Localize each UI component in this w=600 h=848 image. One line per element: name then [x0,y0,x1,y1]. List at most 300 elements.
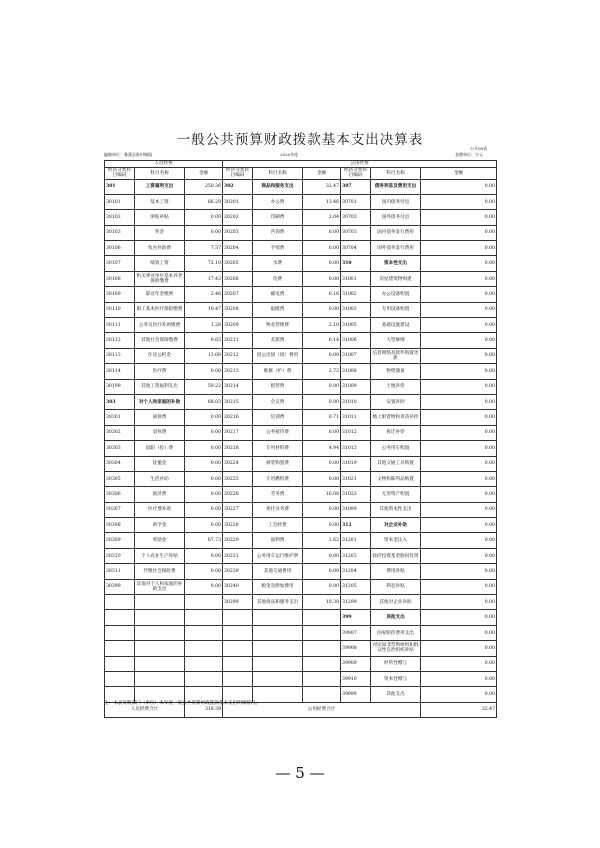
amount-cell: 68.03 [185,394,223,409]
amount-cell: 0.00 [303,379,341,394]
amount-cell: 67.73 [185,533,223,548]
table-row [105,456,497,471]
code-cell: 31007 [341,348,371,363]
amount-cell: 0.00 [185,471,223,486]
code-cell: 30217 [223,425,253,440]
table-row [105,333,497,348]
form-number: 公开08表 [470,146,488,151]
unit-label-text: 编制单位： [104,152,124,157]
code-cell: 30225 [223,471,253,486]
amount-cell: 2.10 [303,318,341,333]
table-row [105,241,497,256]
code-cell: 30201 [223,194,253,209]
code-cell: 303 [105,394,135,409]
amount-cell [303,672,341,687]
header-code: 经济分类科目编码 [341,167,371,179]
name-cell: 公务员医疗补助缴费 [135,318,185,333]
name-cell: 工会经费 [253,518,303,533]
amount-cell [185,610,223,625]
name-cell: 地上附着物和青苗补偿 [371,410,421,425]
amount-cell: 1.28 [185,318,223,333]
code-cell: 31019 [341,456,371,471]
amount-cell: 32.47 [303,179,341,194]
code-cell: 30311 [105,564,135,579]
name-cell: 取暖费 [253,302,303,317]
name-cell: 公务用车运行维护费 [253,548,303,563]
table-row [105,394,497,409]
header-code: 经济分类科目编码 [105,167,135,179]
code-cell: 39999 [341,687,371,702]
name-cell: 职工基本医疗保险缴费 [135,302,185,317]
amount-cell: 0.00 [185,364,223,379]
name-cell: 个人农业生产补贴 [135,548,185,563]
name-cell: 差旅费 [253,333,303,348]
header-name: 科目名称 [253,167,303,179]
name-cell [135,595,185,610]
amount-cell: 0.00 [421,210,497,225]
amount-cell: 0.00 [185,502,223,517]
name-cell: 抚恤金 [135,456,185,471]
amount-cell: 0.00 [185,518,223,533]
amount-cell: 0.00 [421,687,497,702]
name-cell: 租赁费 [253,379,303,394]
table-row [105,318,497,333]
amount-cell: 0.00 [421,241,497,256]
code-cell: 39910 [341,672,371,687]
code-cell: 30101 [105,194,135,209]
name-cell: 其他支出 [371,687,421,702]
name-cell: 国内债务发行费用 [371,225,421,240]
code-cell: 30304 [105,456,135,471]
table-row [105,533,497,548]
name-cell: 手续费 [253,241,303,256]
name-cell: 其他交通费用 [253,564,303,579]
code-cell: 30303 [105,441,135,456]
code-cell: 39908 [341,641,371,656]
code-cell: 30109 [105,287,135,302]
code-cell [223,656,253,671]
name-cell: 其他对个人和家庭的补助支出 [135,579,185,594]
table-row [105,471,497,486]
amount-cell [185,672,223,687]
amount-cell: 0.00 [421,579,497,594]
code-cell: 30114 [105,364,135,379]
table-row [105,364,497,379]
name-cell: 无形资产购置 [371,487,421,502]
amount-cell: 0.14 [303,333,341,348]
expenditure-table [104,160,497,718]
amount-cell: 0.00 [303,241,341,256]
code-cell: 30206 [223,271,253,286]
name-cell: 基础设施建设 [371,318,421,333]
name-cell: 债务利息及费用支出 [371,179,421,194]
name-cell: 离休费 [135,410,185,425]
amount-cell: 0.16 [303,287,341,302]
code-cell: 30229 [223,533,253,548]
amount-cell: 0.00 [421,533,497,548]
name-cell: 对企业补助 [371,518,421,533]
code-cell: 31002 [341,287,371,302]
amount-cell: 2.04 [303,210,341,225]
name-cell: 其他资本性支出 [371,502,421,517]
name-cell [135,641,185,656]
amount-cell: 0.00 [303,579,341,594]
name-cell: 绩效工资 [135,256,185,271]
code-cell: 30102 [105,210,135,225]
name-cell: 国内债务付息 [371,194,421,209]
code-cell: 399 [341,610,371,625]
name-cell: 政府投资基金股权投资 [371,548,421,563]
name-cell: 专用材料费 [253,441,303,456]
table-row [105,379,497,394]
code-cell: 31011 [341,410,371,425]
code-cell: 30209 [223,318,253,333]
table-row [105,610,497,625]
amount-cell [185,656,223,671]
name-cell: 医疗费 [135,364,185,379]
amount-cell: 0.00 [421,487,497,502]
amount-cell: 0.00 [421,256,497,271]
personnel-total-label: 人员经费合计 [105,702,185,717]
amount-cell: 1.62 [303,533,341,548]
amount-cell: 0.00 [421,456,497,471]
code-cell: 31203 [341,548,371,563]
code-cell [223,641,253,656]
code-cell: 30307 [105,502,135,517]
name-cell: 房屋建筑物购建 [371,271,421,286]
name-cell: 公务接待费 [253,425,303,440]
public-total-label: 公用经费合计 [223,702,421,717]
name-cell: 水费 [253,256,303,271]
code-cell: 30216 [223,410,253,425]
amount-cell [303,641,341,656]
amount-cell: 0.00 [421,548,497,563]
name-cell: 奖励金 [135,533,185,548]
name-cell: 拆迁补偿 [371,425,421,440]
name-cell: 办公费 [253,194,303,209]
name-cell: 其他对企业补助 [371,595,421,610]
amount-cell: 0.00 [421,502,497,517]
amount-cell: 0.00 [185,210,223,225]
name-cell: 公务用车购置 [371,441,421,456]
amount-cell: 2.46 [185,287,223,302]
code-cell: 31013 [341,441,371,456]
table-row [105,656,497,671]
amount-cell: 0.00 [303,271,341,286]
amount-cell: 4.94 [303,441,341,456]
code-cell: 30212 [223,348,253,363]
amount-cell: 0.71 [303,410,341,425]
amount-cell: 0.00 [421,610,497,625]
amount-cell: 250.36 [185,179,223,194]
name-cell: 国外债务发行费用 [371,241,421,256]
name-cell: 安置补助 [371,394,421,409]
amount-cell: 0.00 [421,595,497,610]
code-cell: 30240 [223,579,253,594]
table-row [105,287,497,302]
header-amount: 金额 [185,167,223,179]
name-cell: 专用燃料费 [253,471,303,486]
table-row [105,410,497,425]
name-cell: 救济费 [135,487,185,502]
amount-cell [303,687,341,702]
amount-cell: 10.38 [303,595,341,610]
code-cell: 31204 [341,564,371,579]
code-cell: 30308 [105,518,135,533]
name-cell: 电费 [253,271,303,286]
amount-cell: 0.00 [421,302,497,317]
code-cell: 31001 [341,271,371,286]
table-row [105,441,497,456]
code-cell: 30214 [223,379,253,394]
name-cell: 资本金注入 [371,533,421,548]
table-row [105,179,497,194]
code-cell: 30226 [223,487,253,502]
table-row [105,487,497,502]
name-cell: 其他商品和服务支出 [253,595,303,610]
table-row [105,548,497,563]
code-cell: 31021 [341,471,371,486]
name-cell: 伙食补助费 [135,241,185,256]
code-cell: 30228 [223,518,253,533]
name-cell: 奖金 [135,225,185,240]
name-cell [253,641,303,656]
amount-cell: 0.00 [421,318,497,333]
amount-cell [185,625,223,640]
code-cell [105,610,135,625]
name-cell [135,610,185,625]
name-cell: 对个人和家庭的补助 [135,394,185,409]
name-cell: 物资储备 [371,364,421,379]
code-cell: 30199 [105,379,135,394]
code-cell: 31012 [341,425,371,440]
amount-cell: 66.29 [185,194,223,209]
name-cell: 国家赔偿费用支出 [371,625,421,640]
code-cell [105,625,135,640]
amount-cell: 0.00 [421,348,497,363]
name-cell: 其他工资福利支出 [135,379,185,394]
code-cell: 307 [341,179,371,194]
code-cell: 30112 [105,333,135,348]
amount-cell: 0.00 [185,225,223,240]
table-row [105,210,497,225]
name-cell: 津贴补贴 [135,210,185,225]
amount-cell [185,641,223,656]
code-cell: 312 [341,518,371,533]
name-cell: 基本工资 [135,194,185,209]
name-cell: 助学金 [135,518,185,533]
amount-cell: 0.65 [185,333,223,348]
code-cell: 31003 [341,302,371,317]
code-cell: 31099 [341,502,371,517]
name-cell: 工资福利支出 [135,179,185,194]
amount-cell: 72.10 [185,256,223,271]
amount-cell: 0.00 [421,179,497,194]
code-cell: 31022 [341,487,371,502]
name-cell [253,656,303,671]
name-cell [253,672,303,687]
name-cell: 生活补助 [135,471,185,486]
name-cell: 医疗费补助 [135,502,185,517]
name-cell: 会议费 [253,394,303,409]
code-cell: 30106 [105,241,135,256]
name-cell [135,672,185,687]
page-title: 一般公共预算财政拨款基本支出决算表 [176,132,424,148]
amount-cell: 0.00 [185,410,223,425]
name-cell: 其他支出 [371,610,421,625]
code-cell: 30224 [223,456,253,471]
code-cell: 30305 [105,471,135,486]
page-number: — 5 — [275,764,325,782]
amount-cell: 0.00 [185,425,223,440]
code-cell [223,610,253,625]
code-cell: 31201 [341,533,371,548]
name-cell: 被装购置费 [253,456,303,471]
header-name: 科目名称 [371,167,421,179]
amount-cell: 0.00 [185,456,223,471]
name-cell: 税金及附加费用 [253,579,303,594]
header-code: 经济分类科目编码 [223,167,253,179]
amount-cell: 59.22 [185,379,223,394]
amount-cell: 0.00 [303,394,341,409]
name-cell: 代缴社会保险费 [135,564,185,579]
amount-cell: 0.00 [185,487,223,502]
code-cell: 30207 [223,287,253,302]
amount-cell: 0.00 [421,656,497,671]
amount-cell [303,656,341,671]
code-cell: 31010 [341,394,371,409]
amount-cell [303,625,341,640]
name-cell: 咨询费 [253,225,303,240]
table-row [105,579,497,594]
name-cell [253,625,303,640]
name-cell: 经常性赠与 [371,656,421,671]
amount-cell: 0.00 [303,471,341,486]
code-cell: 30202 [223,210,253,225]
amount-cell: 16.08 [303,487,341,502]
name-cell: 因公出国（境）费用 [253,348,303,363]
code-cell [223,672,253,687]
personnel-total-amount: 318.39 [185,702,223,717]
code-cell: 31005 [341,318,371,333]
code-cell: 30309 [105,533,135,548]
table-note: 注：本表反映部门（单位）本年度一般公共预算财政拨款基本支出明细情况。 [104,701,261,706]
name-cell: 劳务费 [253,487,303,502]
code-cell: 30310 [105,548,135,563]
amount-cell: 0.00 [421,641,497,656]
code-cell: 30399 [105,579,135,594]
table-row [105,641,497,656]
name-cell: 机关事业单位基本养老保险缴费 [135,271,185,286]
table-row [105,672,497,687]
amount-cell: 0.00 [421,425,497,440]
code-cell: 30702 [341,210,371,225]
code-cell: 31009 [341,379,371,394]
code-cell: 31205 [341,579,371,594]
amount-cell: 0.00 [303,564,341,579]
name-cell: 培训费 [253,410,303,425]
code-cell: 30213 [223,364,253,379]
table-row [105,348,497,363]
code-cell: 30703 [341,225,371,240]
code-cell [223,625,253,640]
table-row [105,564,497,579]
table-row [105,271,497,286]
amount-cell: 0.00 [421,518,497,533]
amount-cell: 0.00 [303,348,341,363]
code-cell: 30111 [105,318,135,333]
fiscal-year: 2020年度 [280,152,299,157]
name-cell: 信息网络及软件购置更新 [371,348,421,363]
group-public: 公用经费 [223,161,497,168]
amount-cell: 0.00 [303,425,341,440]
code-cell [105,595,135,610]
code-cell: 310 [341,256,371,271]
amount-cell: 7.37 [185,241,223,256]
code-cell: 30301 [105,410,135,425]
code-cell: 30239 [223,564,253,579]
public-total-amount: 32.47 [421,702,497,717]
amount-cell [303,610,341,625]
code-cell: 30113 [105,348,135,363]
amount-cell: 0.00 [421,564,497,579]
name-cell: 住房公积金 [135,348,185,363]
amount-cell [185,595,223,610]
header-amount: 金额 [421,167,497,179]
amount-cell: 0.00 [421,379,497,394]
name-cell: 资本性支出 [371,256,421,271]
amount-cell: 0.00 [421,194,497,209]
name-cell: 办公设备购置 [371,287,421,302]
code-cell [105,672,135,687]
amount-cell: 0.00 [185,548,223,563]
code-cell: 30205 [223,256,253,271]
name-cell [135,656,185,671]
code-cell: 31006 [341,333,371,348]
amount-cell: 13.08 [185,348,223,363]
column-header-row [105,167,497,179]
amount-cell: 0.00 [185,564,223,579]
name-cell: 邮电费 [253,287,303,302]
unit-label [104,152,152,158]
code-cell [105,656,135,671]
code-cell: 30299 [223,595,253,610]
code-cell: 30107 [105,256,135,271]
code-cell: 30103 [105,225,135,240]
code-cell: 302 [223,179,253,194]
code-cell: 39909 [341,656,371,671]
name-cell: 其他交通工具购置 [371,456,421,471]
header-amount: 金额 [303,167,341,179]
name-cell: 国外债务付息 [371,210,421,225]
name-cell: 维修（护）费 [253,364,303,379]
amount-cell: 10.47 [185,302,223,317]
table-row [105,256,497,271]
amount-cell: 0.00 [421,625,497,640]
code-cell: 30302 [105,425,135,440]
code-cell: 30108 [105,271,135,286]
name-cell: 物业管理费 [253,318,303,333]
unit-name: 雅溪县陈村城镇 [124,152,152,157]
amount-cell: 0.00 [185,441,223,456]
table-row [105,225,497,240]
amount-cell: 0.00 [421,471,497,486]
code-cell: 30704 [341,241,371,256]
amount-cell: 0.00 [421,225,497,240]
table-row [105,625,497,640]
amount-cell: 17.43 [185,271,223,286]
amount-cell: 0.00 [421,410,497,425]
